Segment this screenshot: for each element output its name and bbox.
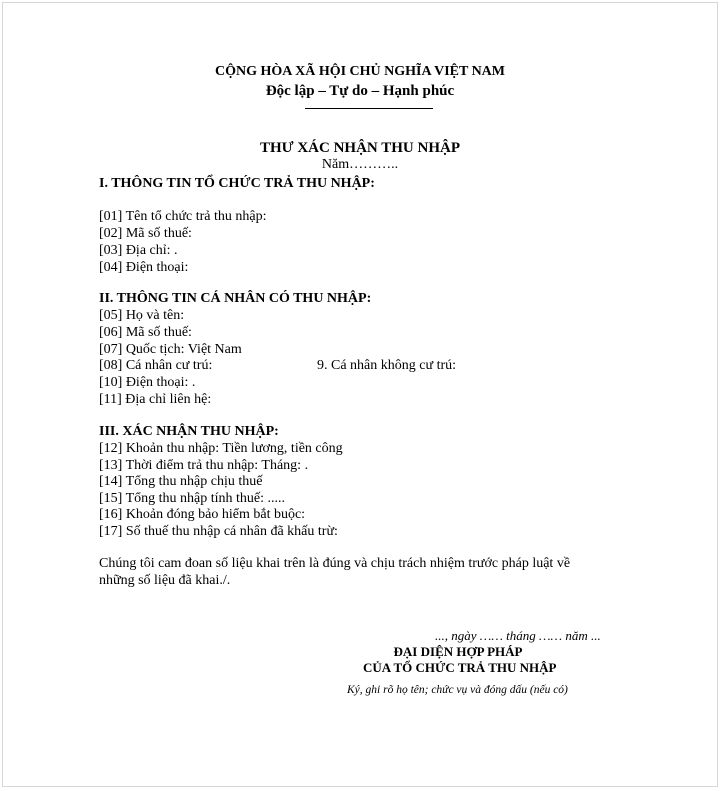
field-09: 9. Cá nhân không cư trú: (317, 358, 457, 373)
field-07: [07] Quốc tịch: Việt Nam (99, 342, 242, 357)
document-page (2, 2, 718, 787)
field-02: [02] Mã số thuế: (99, 226, 192, 241)
signature-title-2: CỦA TỔ CHỨC TRẢ THU NHẬP (363, 660, 557, 675)
field-05: [05] Họ và tên: (99, 308, 185, 323)
field-10: [10] Điện thoại: . (99, 375, 196, 390)
signature-date: ..., ngày …… tháng …… năm ... (435, 628, 601, 643)
field-11: [11] Địa chỉ liên hệ: (99, 392, 212, 407)
field-01: [01] Tên tổ chức trả thu nhập: (99, 209, 267, 224)
commitment-line-2: những số liệu đã khai./. (99, 573, 231, 588)
field-06: [06] Mã số thuế: (99, 325, 192, 340)
document-year: Năm……….. (321, 157, 399, 172)
field-16: [16] Khoản đóng bảo hiểm bắt buộc: (99, 507, 306, 522)
signature-title-1: ĐẠI DIỆN HỢP PHÁP (393, 644, 523, 659)
field-12: [12] Khoản thu nhập: Tiền lương, tiền công (99, 441, 343, 456)
field-04: [04] Điện thoại: (99, 260, 189, 275)
field-08: [08] Cá nhân cư trú: (99, 358, 213, 373)
commitment-line-1: Chúng tôi cam đoan số liệu khai trên là đúng và chịu trách nhiệm trước pháp luật về (99, 556, 571, 571)
section2-heading: II. THÔNG TIN CÁ NHÂN CÓ THU NHẬP: (99, 291, 372, 306)
section1-heading: I. THÔNG TIN TỔ CHỨC TRẢ THU NHẬP: (99, 176, 375, 191)
field-13: [13] Thời điểm trả thu nhập: Tháng: . (99, 458, 309, 473)
section3-heading: III. XÁC NHẬN THU NHẬP: (99, 424, 279, 439)
document-title: THƯ XÁC NHẬN THU NHẬP (259, 140, 460, 156)
field-03: [03] Địa chỉ: . (99, 243, 178, 258)
field-14: [14] Tổng thu nhập chịu thuế (99, 474, 263, 489)
motto: Độc lập – Tự do – Hạnh phúc (265, 83, 455, 99)
signature-note: Ký, ghi rõ họ tên; chức vụ và đóng dấu (nếu có) (347, 684, 568, 696)
nation-heading: CỘNG HÒA XÃ HỘI CHỦ NGHĨA VIỆT NAM (214, 64, 505, 79)
field-17: [17] Số thuế thu nhập cá nhân đã khấu trừ: (99, 524, 338, 539)
field-15: [15] Tổng thu nhập tính thuế: ..... (99, 491, 285, 506)
motto-underline (305, 108, 433, 109)
